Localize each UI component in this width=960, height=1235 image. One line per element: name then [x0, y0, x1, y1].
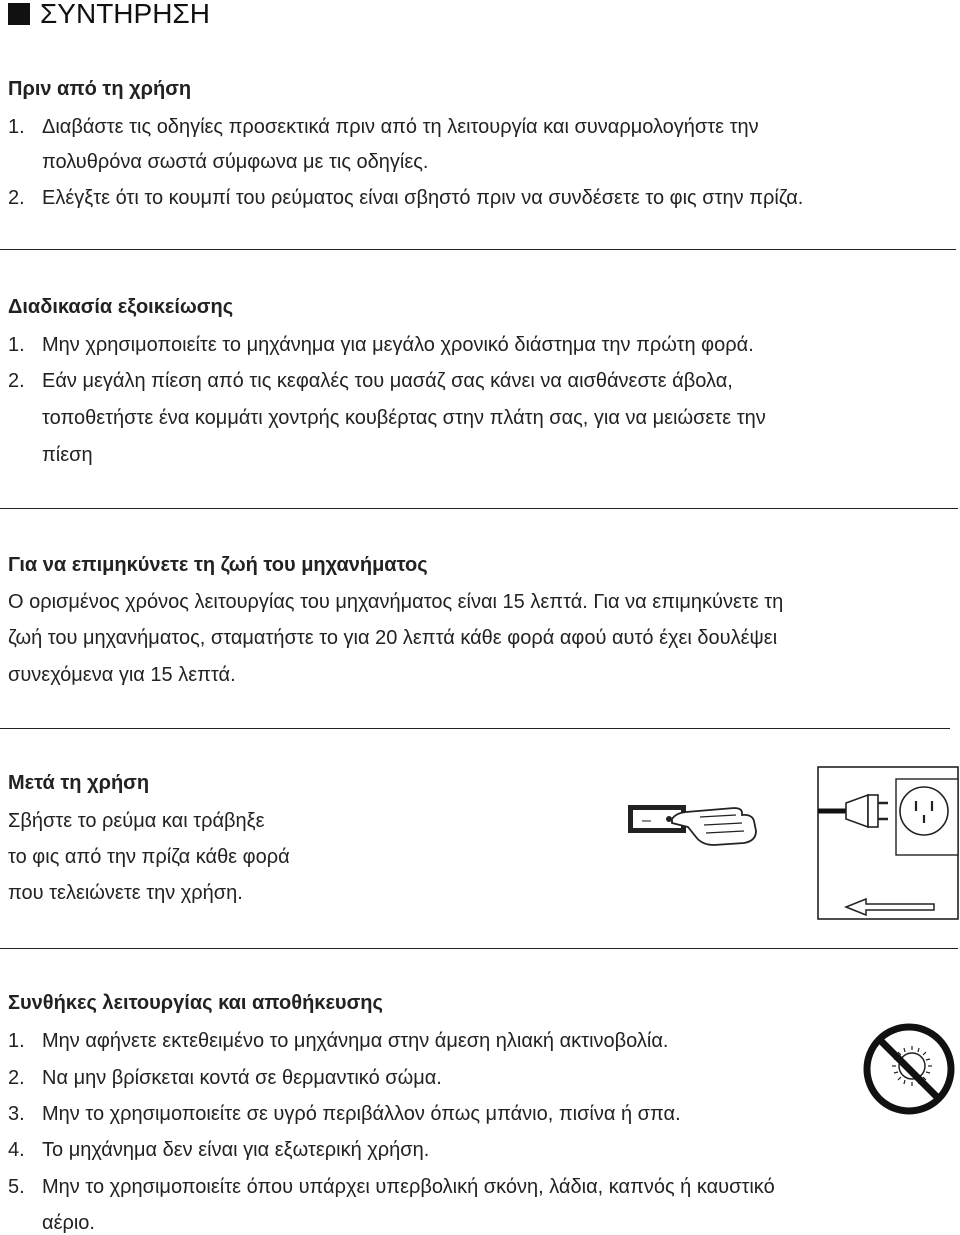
section-heading-conditions: Συνθήκες λειτουργίας και αποθήκευσης	[8, 992, 383, 1014]
divider	[0, 249, 956, 250]
list-number: 5.	[8, 1176, 25, 1198]
section-heading-familiarization: Διαδικασία εξοικείωσης	[8, 296, 234, 318]
list-item-text: αέριο.	[42, 1212, 95, 1234]
list-number: 2.	[8, 187, 25, 209]
unplug-illustration-icon	[614, 765, 960, 925]
list-number: 1.	[8, 1030, 25, 1052]
section-heading-extend-life: Για να επιμηκύνετε τη ζωή του μηχανήματος	[8, 554, 428, 576]
title-text: ΣΥΝΤΗΡΗΣΗ	[40, 0, 210, 29]
paragraph-line: συνεχόμενα για 15 λεπτά.	[8, 664, 236, 686]
list-number: 1.	[8, 116, 25, 138]
list-item-text: Εάν μεγάλη πίεση από τις κεφαλές του μασάζ σας κάνει να αισθάνεστε άβολα,	[42, 370, 733, 392]
title-square-icon	[8, 3, 30, 25]
list-item-text: πίεση	[42, 444, 93, 466]
paragraph-line: το φις από την πρίζα κάθε φορά	[8, 846, 290, 868]
divider	[0, 728, 950, 729]
no-sunlight-icon	[862, 1022, 956, 1116]
list-item-text: πολυθρόνα σωστά σύμφωνα με τις οδηγίες.	[42, 151, 429, 173]
list-number: 1.	[8, 334, 25, 356]
list-item-text: Μην το χρησιμοποιείτε σε υγρό περιβάλλον όπως μπάνιο, πισίνα ή σπα.	[42, 1103, 681, 1125]
paragraph-line: Σβήστε το ρεύμα και τράβηξε	[8, 810, 265, 832]
list-item-text: Μην χρησιμοποιείτε το μηχάνημα για μεγάλο χρονικό διάστημα την πρώτη φορά.	[42, 334, 754, 356]
page-title	[8, 0, 210, 30]
list-item-text: Μην το χρησιμοποιείτε όπου υπάρχει υπερβολική σκόνη, λάδια, καπνός ή καυστικό	[42, 1176, 775, 1198]
section-heading-before-use: Πριν από τη χρήση	[8, 78, 192, 100]
paragraph-line: ζωή του μηχανήματος, σταματήστε το για 20 λεπτά κάθε φορά αφού αυτό έχει δουλέψει	[8, 627, 778, 649]
list-item-text: Ελέγξτε ότι το κουμπί του ρεύματος είναι σβηστό πριν να συνδέσετε το φις στην πρίζα.	[42, 187, 804, 209]
list-item-text: Το μηχάνημα δεν είναι για εξωτερική χρήση.	[42, 1139, 430, 1161]
paragraph-line: που τελειώνετε την χρήση.	[8, 882, 243, 904]
list-number: 3.	[8, 1103, 25, 1125]
divider	[0, 948, 958, 949]
list-number: 4.	[8, 1139, 25, 1161]
list-number: 2.	[8, 1067, 25, 1089]
switch-symbol: –	[642, 812, 651, 829]
list-item-text: Διαβάστε τις οδηγίες προσεκτικά πριν από τη λειτουργία και συναρμολογήστε την	[42, 116, 759, 138]
list-item-text: Μην αφήνετε εκτεθειμένο το μηχάνημα στην άμεση ηλιακή ακτινοβολία.	[42, 1030, 669, 1052]
list-item-text: Να μην βρίσκεται κοντά σε θερμαντικό σώμα.	[42, 1067, 442, 1089]
section-heading-after-use: Μετά τη χρήση	[8, 772, 150, 794]
paragraph-line: Ο ορισμένος χρόνος λειτουργίας του μηχανήματος είναι 15 λεπτά. Για να επιμηκύνετε τη	[8, 591, 784, 613]
list-number: 2.	[8, 370, 25, 392]
divider	[0, 508, 958, 509]
list-item-text: τοποθετήστε ένα κομμάτι χοντρής κουβέρτας στην πλάτη σας, για να μειώσετε την	[42, 407, 766, 429]
